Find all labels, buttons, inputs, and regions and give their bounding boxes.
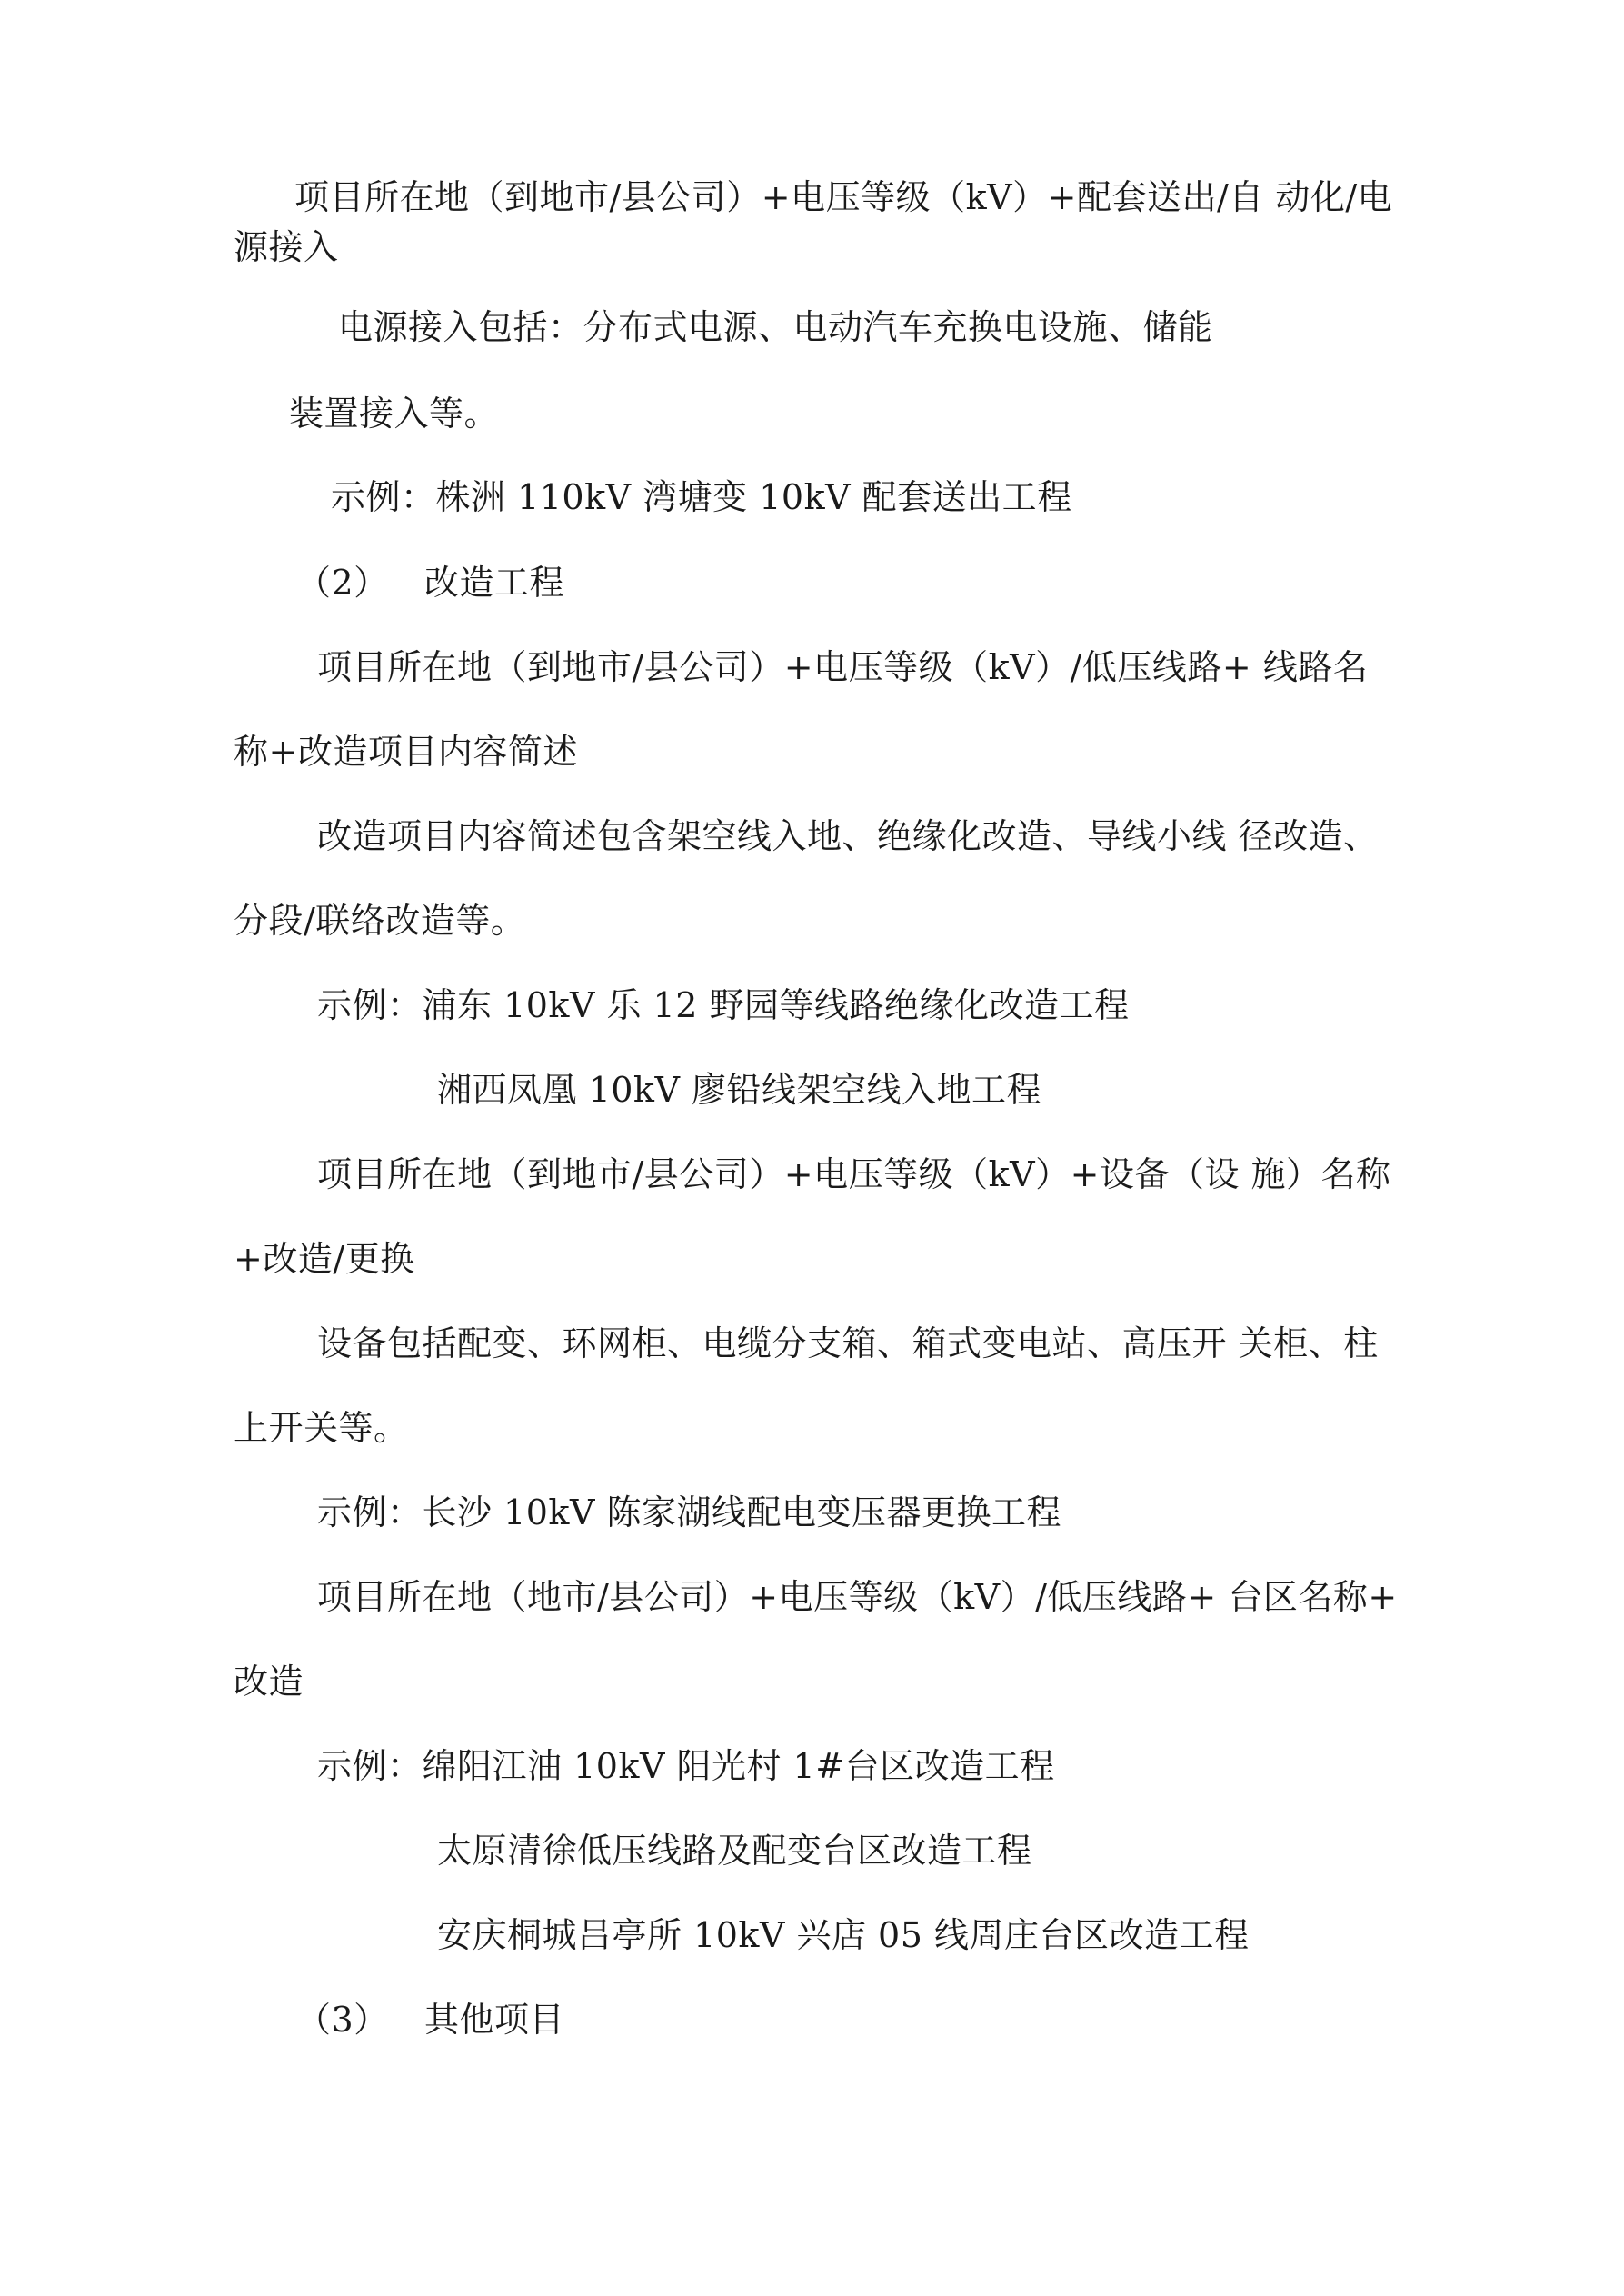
example-line: 湘西凤凰 10kV 廖铅线架空线入地工程 (437, 1070, 1041, 1110)
paragraph-line: 项目所在地（到地市/县公司）+电压等级（kV）/低压线路+ 线路名 (317, 647, 1369, 687)
example-line: 示例：株洲 110kV 湾塘变 10kV 配套送出工程 (331, 477, 1072, 517)
section-heading: 其他项目 (424, 2000, 565, 2040)
example-line: 示例：长沙 10kV 陈家湖线配电变压器更换工程 (317, 1492, 1061, 1532)
paragraph-line: 上开关等。 (234, 1408, 409, 1448)
paragraph-line: 称+改造项目内容简述 (234, 732, 578, 772)
example-line: 太原清徐低压线路及配变台区改造工程 (437, 1831, 1032, 1871)
paragraph-line: 项目所在地（地市/县公司）+电压等级（kV）/低压线路+ 台区名称+ (317, 1577, 1398, 1617)
section-number: （2） (296, 563, 389, 603)
section-heading: 改造工程 (424, 563, 565, 603)
paragraph-line: 分段/联络改造等。 (234, 901, 526, 941)
paragraph-line: 改造 (234, 1662, 304, 1702)
section-number: （3） (296, 2000, 389, 2040)
paragraph-line: 项目所在地（到地市/县公司）+电压等级（kV）+设备（设 施）名称 (317, 1154, 1391, 1194)
paragraph-line: 装置接入等。 (289, 394, 500, 434)
paragraph-line: 源接入 (234, 227, 339, 267)
paragraph-line: 项目所在地（到地市/县公司）+电压等级（kV）+配套送出/自 动化/电 (294, 177, 1393, 217)
paragraph-line: 设备包括配变、环网柜、电缆分支箱、箱式变电站、高压开 关柜、柱 (317, 1323, 1379, 1363)
example-line: 安庆桐城吕亭所 10kV 兴店 05 线周庄台区改造工程 (437, 1915, 1250, 1955)
paragraph-line: +改造/更换 (234, 1239, 415, 1279)
example-line: 示例：绵阳江油 10kV 阳光村 1#台区改造工程 (317, 1746, 1055, 1786)
paragraph-line: 改造项目内容简述包含架空线入地、绝缘化改造、导线小线 径改造、 (317, 816, 1379, 856)
example-line: 示例：浦东 10kV 乐 12 野园等线路绝缘化改造工程 (317, 985, 1130, 1025)
paragraph-line: 电源接入包括：分布式电源、电动汽车充换电设施、储能 (338, 307, 1213, 347)
